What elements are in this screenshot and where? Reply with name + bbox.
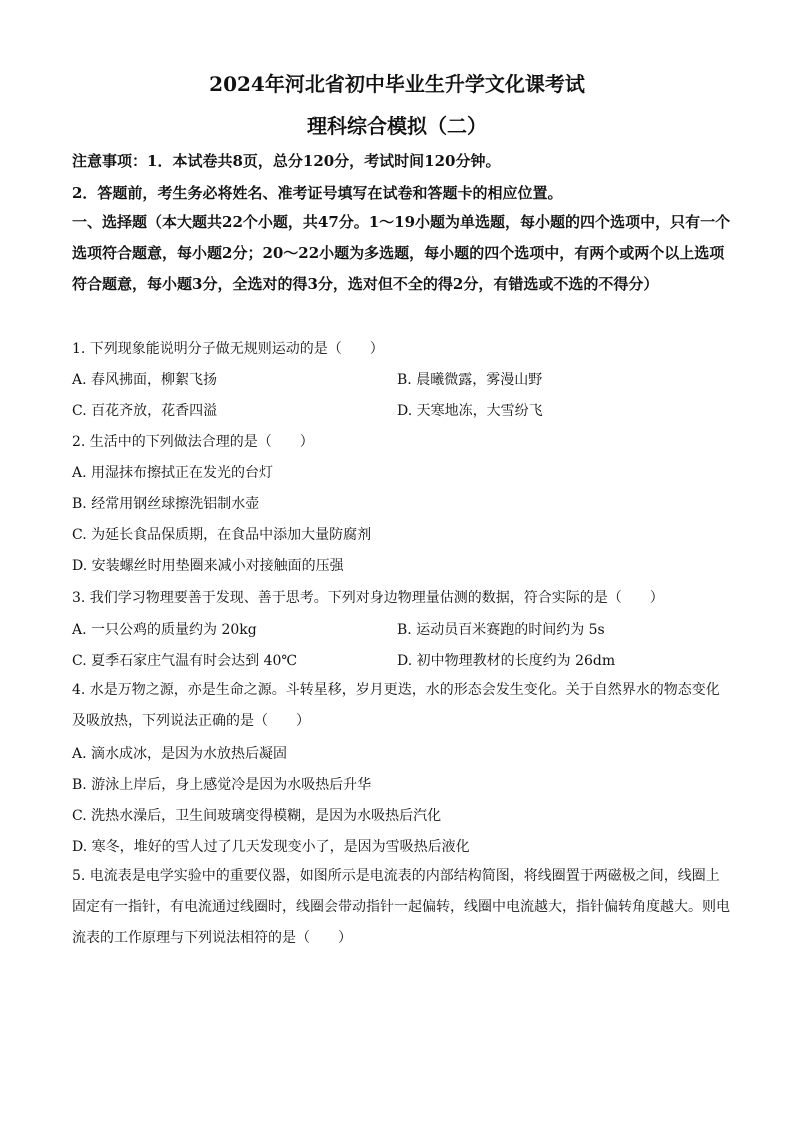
question-4-option-d: D. 寒冬，堆好的雪人过了几天发现变小了，是因为雪吸热后液化 [72, 839, 470, 855]
question-4-option-b: B. 游泳上岸后，身上感觉冷是因为水吸热后升华 [72, 777, 372, 793]
question-2-option-b: B. 经常用钢丝球擦洗铝制水壶 [72, 496, 260, 512]
question-4-option-a: A. 滴水成冰，是因为水放热后凝固 [72, 746, 288, 762]
question-3-option-a: A. 一只公鸡的质量约为 20kg [72, 622, 257, 638]
question-3-option-c: C. 夏季石家庄气温有时会达到 40℃ [72, 653, 298, 669]
notes-line-2: 2．答题前，考生务必将姓名、准考证号填写在试卷和答题卡的相应位置。 [72, 184, 563, 202]
exam-title: 2024年河北省初中毕业生升学文化课考试 [209, 72, 585, 96]
question-3-option-d: D. 初中物理教材的长度约为 26dm [397, 653, 616, 669]
question-2-option-c: C. 为延长食品保质期，在食品中添加大量防腐剂 [72, 527, 372, 543]
question-2-option-d: D. 安装螺丝时用垫圈来减小对接触面的压强 [72, 558, 344, 574]
question-1-stem: 1. 下列现象能说明分子做无规则运动的是（ ） [72, 341, 384, 357]
question-2-option-a: A. 用湿抹布擦拭正在发光的台灯 [72, 465, 274, 481]
question-3-stem: 3. 我们学习物理要善于发现、善于思考。下列对身边物理量估测的数据，符合实际的是（ ） [72, 590, 664, 606]
section-heading: 一、选择题（本大题共22个小题，共47分。1～19小题为单选题，每小题的四个选项中，只有一个选项符合题意，每小题2分；20～22小题为多选题，每小题的四个选项中，有两个或两个以上选项符合题意，每小题3分，全选对的得3分，选对但不全的得2分，有错选或不选的不得分） [72, 213, 731, 293]
question-1-option-d: D. 天寒地冻，大雪纷飞 [397, 403, 543, 419]
question-4-option-c: C. 洗热水澡后，卫生间玻璃变得模糊，是因为水吸热后汽化 [72, 808, 442, 824]
notes-line-1: 注意事项：1．本试卷共8页，总分120分，考试时间120分钟。 [72, 152, 501, 170]
question-1-option-a: A. 春风拂面，柳絮飞扬 [72, 372, 218, 388]
question-3-option-b: B. 运动员百米赛跑的时间约为 5s [397, 622, 605, 638]
question-1-option-c: C. 百花齐放，花香四溢 [72, 403, 218, 419]
question-4-stem: 4. 水是万物之源，亦是生命之源。斗转星移，岁月更迭，水的形态会发生变化。关于自然界水的物态变化及吸放热，下列说法正确的是（ ） [72, 682, 720, 729]
question-2-stem: 2. 生活中的下列做法合理的是（ ） [72, 434, 314, 450]
exam-subtitle: 理科综合模拟（二） [307, 114, 487, 138]
question-5-stem: 5. 电流表是电学实验中的重要仪器，如图所示是电流表的内部结构简图，将线圈置于两磁极之间，线圈上固定有一指针，有电流通过线圈时，线圈会带动指针一起偏转，线圈中电流越大，指针偏转角度越大。则电流表的工作原理与下列说法相符的是（ ） [72, 868, 730, 946]
question-1-option-b: B. 晨曦微露，雾漫山野 [397, 372, 543, 388]
